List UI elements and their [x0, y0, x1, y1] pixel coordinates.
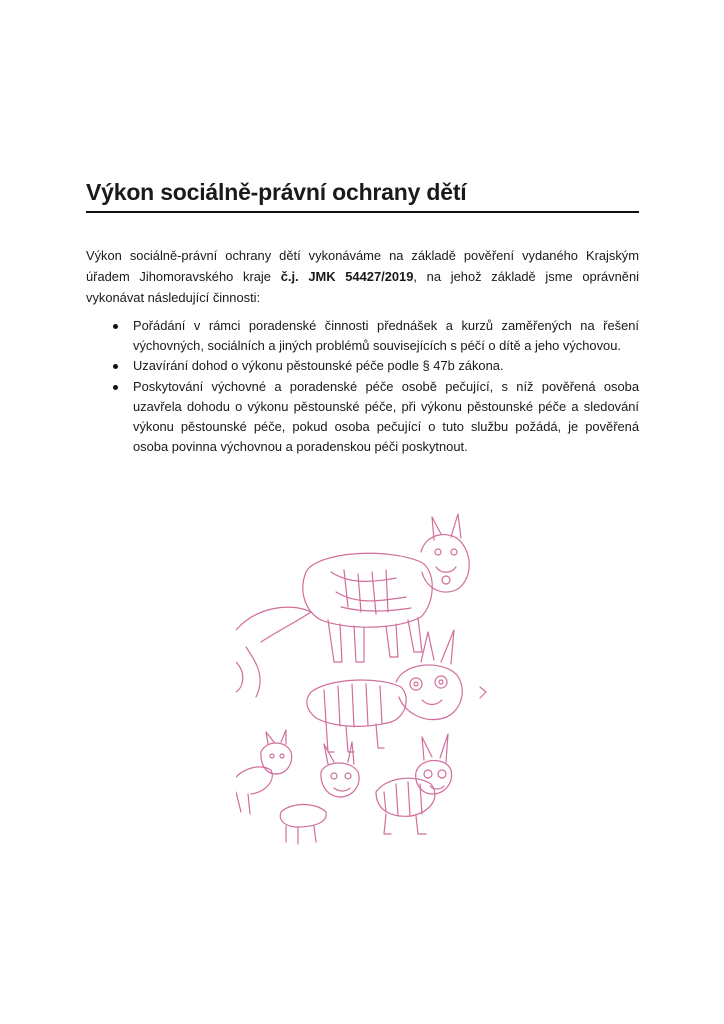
list-item — [86, 316, 639, 356]
bullet-icon — [113, 364, 118, 369]
reference-number: č.j. JMK 54427/2019 — [280, 269, 414, 285]
intro-text-after: , na jehož základě jsme oprávněni vykonávat následující činnosti: — [86, 269, 639, 306]
list-item — [86, 356, 639, 376]
activities-list — [86, 316, 639, 457]
child-drawing-illustration — [236, 512, 490, 845]
list-item-text: Pořádání v rámci poradenské činnosti přednášek a kurzů zaměřených na řešení výchovných, sociálních a jiných problémů souvisejících s péčí o dítě a jeho výchovou. — [133, 318, 639, 354]
list-item-text: Poskytování výchovné a poradenské péče osobě pečující, s níž pověřená osoba uzavřela dohodu o výkonu pěstounské péče, při výkonu pěstounské péče a sledování výkonu pěstounské péče, pokud osoba pečující o tuto službu požádá, je pověřená osoba povinna výchovnou a poradenskou péči poskytnout. — [133, 378, 639, 455]
bullet-icon — [113, 324, 118, 329]
intro-text-before: Výkon sociálně-právní ochrany dětí vykonáváme na základě pověření vydaného Krajským úřadem Jihomoravského kraje — [86, 248, 639, 285]
list-item — [86, 377, 639, 458]
bullet-icon — [113, 385, 118, 390]
title-underline — [86, 211, 639, 213]
list-item-text: Uzavírání dohod o výkonu pěstounské péče podle § 47b zákona. — [133, 358, 504, 374]
intro-paragraph — [86, 245, 639, 309]
page-title: Výkon sociálně-právní ochrany dětí — [86, 179, 467, 205]
child-drawing-animals-icon — [236, 512, 490, 845]
